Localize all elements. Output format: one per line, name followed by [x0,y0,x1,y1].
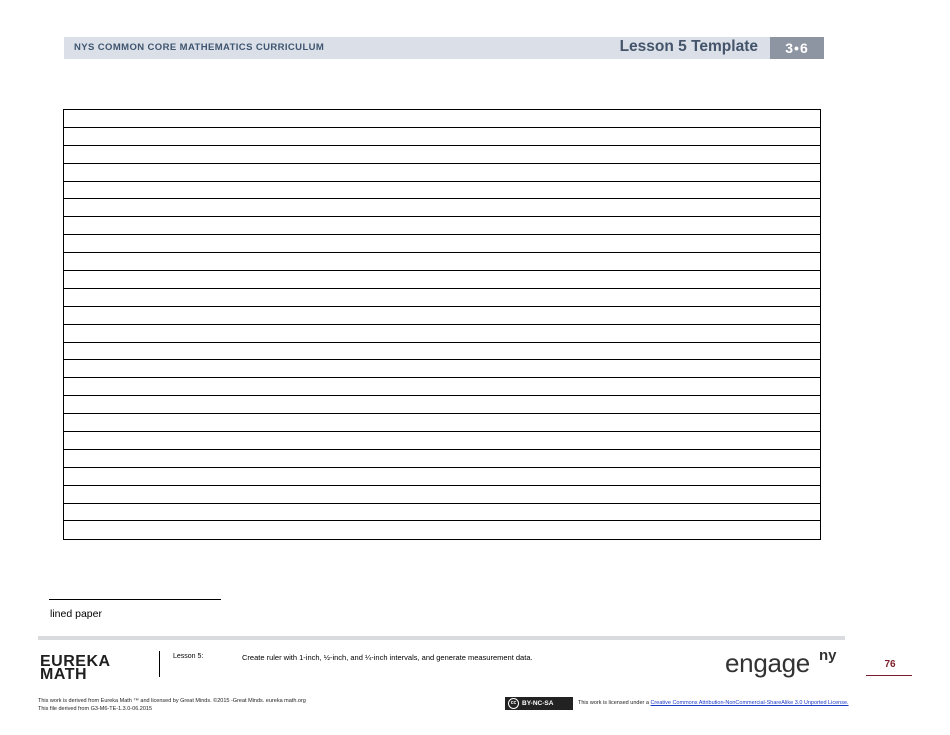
lined-row [64,486,820,504]
lined-row [64,504,820,522]
lined-paper-grid [63,109,821,540]
curriculum-title: NYS COMMON CORE MATHEMATICS CURRICULUM [74,42,325,53]
lined-row [64,199,820,217]
lined-row [64,396,820,414]
lined-row [64,128,820,146]
lined-row [64,110,820,128]
lined-row [64,468,820,486]
lined-row [64,343,820,361]
lined-row [64,521,820,539]
license-prefix: This work is licensed under a [578,700,651,706]
logo-line-1: EUREKA [40,653,111,670]
page-number-rule [866,675,912,676]
logo-line-2: MATH [40,666,88,683]
page-header [64,37,770,59]
lined-row [64,307,820,325]
cc-license-badge [505,697,573,710]
lined-row [64,414,820,432]
lined-row [64,217,820,235]
eureka-math-logo [40,655,111,681]
lined-row [64,182,820,200]
lined-row [64,378,820,396]
license-text [578,700,849,706]
lined-row [64,289,820,307]
lined-row [64,325,820,343]
engageny-logo-sup: ny [819,647,837,664]
page-number: 76 [884,659,896,670]
grade-module-badge: 3•6 [770,37,824,59]
lined-row [64,360,820,378]
lined-row [64,432,820,450]
copyright-line-2: This file derived from G3-M6-TE-1.3.0-06.2015 [38,706,153,712]
lined-row [64,253,820,271]
cc-icon: cc [508,698,519,709]
copyright-line-1: This work is derived from Eureka Math ™ and licensed by Great Minds. ©2015 -Great Minds. eureka math.org [38,698,306,704]
template-caption: lined paper [50,608,102,620]
footer-vertical-divider [159,651,160,677]
lined-row [64,271,820,289]
lesson-template-title: Lesson 5 Template [619,38,758,55]
lesson-description: Create ruler with 1-inch, ½-inch, and ¼-inch intervals, and generate measurement data. [242,653,533,662]
footer-divider [38,636,845,640]
lined-row [64,164,820,182]
lesson-label: Lesson 5: [173,653,204,660]
license-link[interactable]: Creative Commons Attribution-NonCommercial-ShareAlike 3.0 Unported License. [650,700,849,706]
lined-row [64,146,820,164]
lined-row [64,235,820,253]
cc-badge-label: BY-NC-SA [522,700,554,707]
caption-divider [49,599,221,600]
engageny-logo: engage [725,648,810,678]
lined-row [64,450,820,468]
